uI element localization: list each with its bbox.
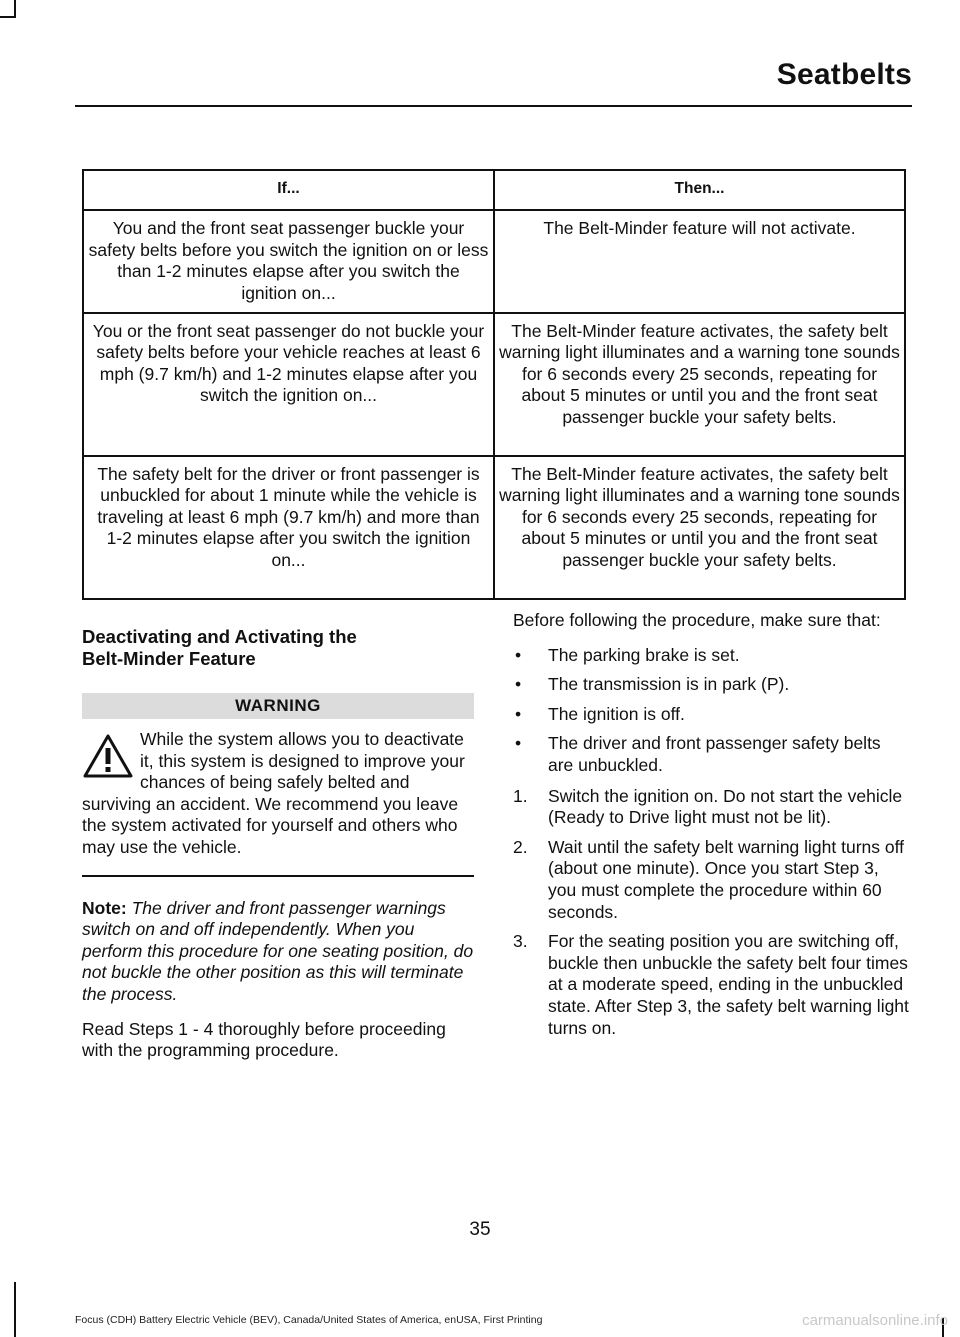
table-row	[83, 313, 905, 456]
bullet-mark: •	[515, 733, 522, 754]
list-item-text: The driver and front passenger safety belts are unbuckled.	[548, 733, 881, 775]
list-item-text: The ignition is off.	[548, 703, 685, 724]
left-column	[82, 626, 474, 1062]
step-number: 3.	[513, 931, 528, 952]
step-item	[513, 786, 909, 829]
page-title: Seatbelts	[776, 58, 912, 91]
bullet-mark: •	[515, 674, 522, 695]
table-cell-then: The Belt-Minder feature will not activate.	[494, 210, 905, 313]
crop-mark-top-left-h	[0, 16, 16, 18]
note-text: The driver and front passenger warnings switch on and off independently. When you perform this procedure for one seating position, do not buckle the other position as this will terminate the process.	[82, 897, 474, 1004]
column-header-then: Then...	[494, 170, 905, 210]
table-cell-then: The Belt-Minder feature activates, the safety belt warning light illuminates and a warning tone sounds for 6 seconds every 25 seconds, repeating for about 5 minutes or until you and the front seat passenger buckle your safety belts.	[494, 313, 905, 456]
warning-rule	[82, 875, 474, 877]
list-item-text: The parking brake is set.	[548, 644, 740, 665]
table-header-row	[83, 170, 905, 210]
list-item	[513, 674, 909, 696]
warning-text: While the system allows you to deactivate it, this system is designed to improve your chances of being safely belted and surviving an accident. We recommend you leave the system activated for yourself and others who may use the vehicle.	[82, 729, 465, 857]
table-cell-then: The Belt-Minder feature activates, the safety belt warning light illuminates and a warning tone sounds for 6 seconds every 25 seconds, repeating for about 5 minutes or until you and the front seat passenger buckle your safety belts.	[494, 456, 905, 599]
procedure-steps	[513, 786, 909, 1040]
precondition-list	[513, 645, 909, 777]
intro-paragraph: Read Steps 1 - 4 thoroughly before proceeding with the programming procedure.	[82, 1018, 446, 1061]
list-item-text: The transmission is in park (P).	[548, 674, 790, 695]
section-heading-line-2: Belt-Minder Feature	[82, 648, 256, 669]
step-text: For the seating position you are switching off, buckle then unbuckle the safety belt four times at a moderate speed, ending in the unbuckled state. After Step 3, the safety belt warning light turns on.	[548, 931, 909, 1038]
step-text: Switch the ignition on. Do not start the vehicle (Ready to Drive light must not be lit).	[548, 785, 903, 828]
list-item	[513, 645, 909, 667]
list-item	[513, 733, 909, 776]
watermark: carmanualsonline.info	[802, 1312, 948, 1329]
bullet-mark: •	[515, 703, 522, 724]
belt-minder-table	[82, 169, 906, 600]
step-item	[513, 837, 909, 923]
step-item	[513, 931, 909, 1039]
step-number: 1.	[513, 785, 528, 806]
section-heading-line-1: Deactivating and Activating the	[82, 626, 357, 647]
warning-triangle-icon	[82, 733, 134, 779]
table-row	[83, 456, 905, 599]
header-rule	[75, 105, 912, 107]
footer-text: Focus (CDH) Battery Electric Vehicle (BEV), Canada/United States of America, enUSA, First Printing	[75, 1314, 543, 1326]
column-header-if: If...	[83, 170, 494, 210]
bullet-mark: •	[515, 644, 522, 665]
list-item	[513, 704, 909, 726]
table-cell-if: The safety belt for the driver or front passenger is unbuckled for about 1 minute while the vehicle is traveling at least 6 mph (9.7 km/h) and more than 1-2 minutes elapse after you switch the ignition on...	[83, 456, 494, 599]
warning-box	[82, 729, 474, 863]
lead-paragraph: Before following the procedure, make sure that:	[513, 610, 881, 630]
table-cell-if: You or the front seat passenger do not buckle your safety belts before your vehicle reaches at least 6 mph (9.7 km/h) and 1-2 minutes elapse after you switch the ignition on...	[83, 313, 494, 456]
step-number: 2.	[513, 836, 528, 857]
note	[82, 898, 474, 1006]
page-number: 35	[469, 1219, 491, 1240]
right-column	[513, 610, 909, 1047]
section-heading	[82, 626, 474, 670]
note-label: Note:	[82, 897, 127, 918]
table-row	[83, 210, 905, 313]
table-cell-if: You and the front seat passenger buckle your safety belts before you switch the ignition on or less than 1-2 minutes elapse after you switch the ignition on...	[83, 210, 494, 313]
crop-mark-bottom-left	[14, 1282, 16, 1337]
step-text: Wait until the safety belt warning light turns off (about one minute). Once you start Step 3, you must complete the procedure within 60 seconds.	[548, 836, 905, 922]
warning-banner: WARNING	[82, 693, 474, 719]
